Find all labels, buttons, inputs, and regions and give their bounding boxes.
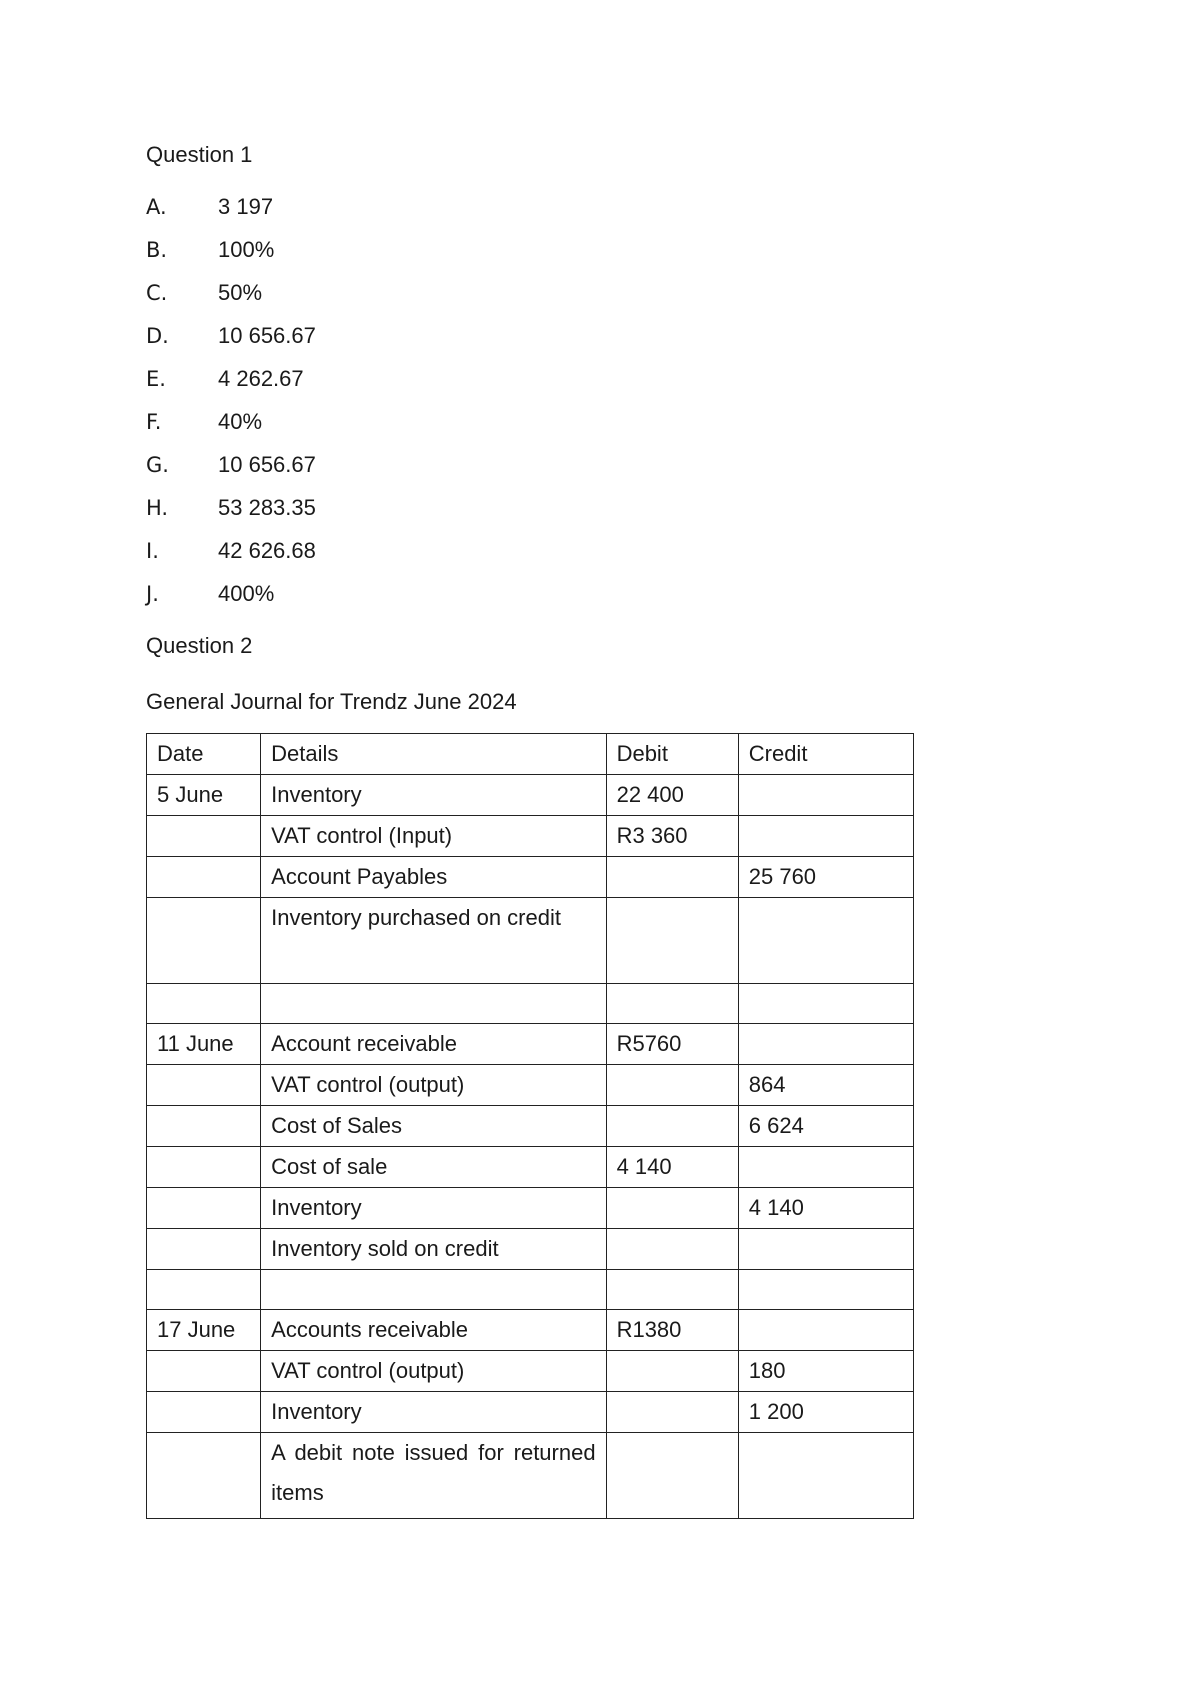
credit-cell: 1 200 — [738, 1392, 913, 1433]
table-row — [147, 984, 914, 1024]
answer-item — [146, 536, 1066, 579]
details-cell: Account Payables — [261, 857, 606, 898]
details-cell: VAT control (Input) — [261, 816, 606, 857]
credit-cell: 6 624 — [738, 1106, 913, 1147]
answer-item — [146, 493, 1066, 536]
details-cell: Cost of Sales — [261, 1106, 606, 1147]
answer-value: 53 283.35 — [218, 495, 316, 520]
credit-cell: 180 — [738, 1351, 913, 1392]
date-cell — [147, 1392, 261, 1433]
column-header-credit: Credit — [738, 734, 913, 775]
details-cell: VAT control (output) — [261, 1351, 606, 1392]
answer-item — [146, 450, 1066, 493]
answer-item — [146, 235, 1066, 278]
date-cell — [147, 898, 261, 984]
details-cell: Account receivable — [261, 1024, 606, 1065]
credit-cell: 4 140 — [738, 1188, 913, 1229]
answer-letter: H. — [146, 496, 169, 520]
debit-cell: 22 400 — [606, 775, 738, 816]
table-row — [147, 898, 914, 984]
narration-cell: A debit note issued for returned items — [261, 1433, 606, 1519]
credit-cell — [738, 1270, 913, 1310]
answer-letter: D. — [146, 324, 169, 348]
answer-value: 42 626.68 — [218, 538, 316, 563]
answer-value: 40% — [218, 409, 263, 434]
table-row — [147, 857, 914, 898]
date-cell — [147, 1433, 261, 1519]
table-row — [147, 1433, 914, 1519]
table-row — [147, 816, 914, 857]
credit-cell — [738, 816, 913, 857]
answer-value: 100% — [218, 237, 275, 262]
credit-cell: 25 760 — [738, 857, 913, 898]
debit-cell — [606, 1229, 738, 1270]
answer-letter: E. — [146, 367, 166, 391]
table-row — [147, 1310, 914, 1351]
answer-letter: A. — [146, 195, 167, 219]
debit-cell — [606, 1392, 738, 1433]
debit-cell — [606, 984, 738, 1024]
date-cell — [147, 857, 261, 898]
date-cell — [147, 1270, 261, 1310]
answer-value: 3 197 — [218, 194, 274, 219]
date-cell — [147, 816, 261, 857]
answer-letter: F. — [146, 410, 162, 434]
answer-letter: I. — [146, 539, 159, 563]
date-cell — [147, 1351, 261, 1392]
table-row — [147, 1147, 914, 1188]
question-2-heading: Question 2 — [146, 633, 253, 658]
answer-value: 10 656.67 — [218, 452, 316, 477]
date-cell: 17 June — [147, 1310, 261, 1351]
table-row — [147, 1065, 914, 1106]
date-cell — [147, 1229, 261, 1270]
table-row — [147, 1188, 914, 1229]
answer-value: 10 656.67 — [218, 323, 316, 348]
debit-cell — [606, 857, 738, 898]
column-header-date: Date — [147, 734, 261, 775]
date-cell: 11 June — [147, 1024, 261, 1065]
answer-letter: C. — [146, 281, 168, 305]
credit-cell — [738, 1229, 913, 1270]
table-row — [147, 1106, 914, 1147]
credit-cell — [738, 984, 913, 1024]
date-cell — [147, 1106, 261, 1147]
answer-letter: B. — [146, 238, 168, 262]
answer-item — [146, 579, 1066, 622]
column-header-details: Details — [261, 734, 606, 775]
table-header-row — [147, 734, 914, 775]
table-row — [147, 1270, 914, 1310]
general-journal-table — [146, 733, 914, 1519]
narration-cell: Inventory purchased on credit — [261, 898, 606, 984]
date-cell — [147, 984, 261, 1024]
credit-cell — [738, 1310, 913, 1351]
date-cell: 5 June — [147, 775, 261, 816]
answer-item — [146, 364, 1066, 407]
debit-cell: R5760 — [606, 1024, 738, 1065]
debit-cell — [606, 1065, 738, 1106]
details-cell — [261, 1270, 606, 1310]
details-cell: Cost of sale — [261, 1147, 606, 1188]
debit-cell — [606, 898, 738, 984]
debit-cell — [606, 1433, 738, 1519]
credit-cell: 864 — [738, 1065, 913, 1106]
column-header-debit: Debit — [606, 734, 738, 775]
document-page — [146, 140, 1066, 1519]
narration-cell: Inventory sold on credit — [261, 1229, 606, 1270]
table-row — [147, 1351, 914, 1392]
credit-cell — [738, 1433, 913, 1519]
answer-item — [146, 192, 1066, 235]
details-cell: Accounts receivable — [261, 1310, 606, 1351]
debit-cell: R1380 — [606, 1310, 738, 1351]
table-row — [147, 1392, 914, 1433]
table-row — [147, 1024, 914, 1065]
date-cell — [147, 1147, 261, 1188]
credit-cell — [738, 1147, 913, 1188]
answer-value: 50% — [218, 280, 263, 305]
credit-cell — [738, 898, 913, 984]
table-row — [147, 775, 914, 816]
date-cell — [147, 1188, 261, 1229]
answer-item — [146, 278, 1066, 321]
credit-cell — [738, 1024, 913, 1065]
question-1-heading: Question 1 — [146, 142, 253, 167]
date-cell — [147, 1065, 261, 1106]
details-cell: Inventory — [261, 1392, 606, 1433]
debit-cell — [606, 1188, 738, 1229]
answer-value: 4 262.67 — [218, 366, 304, 391]
details-cell: Inventory — [261, 1188, 606, 1229]
question-1-answers — [146, 192, 1066, 622]
details-cell — [261, 984, 606, 1024]
debit-cell — [606, 1270, 738, 1310]
answer-item — [146, 407, 1066, 450]
details-cell: Inventory — [261, 775, 606, 816]
table-row — [147, 1229, 914, 1270]
answer-value: 400% — [218, 581, 275, 606]
debit-cell — [606, 1351, 738, 1392]
journal-title: General Journal for Trendz June 2024 — [146, 689, 517, 714]
answer-item — [146, 321, 1066, 364]
credit-cell — [738, 775, 913, 816]
details-cell: VAT control (output) — [261, 1065, 606, 1106]
debit-cell: 4 140 — [606, 1147, 738, 1188]
answer-letter: G. — [146, 453, 169, 477]
answer-letter: J. — [146, 582, 159, 606]
debit-cell: R3 360 — [606, 816, 738, 857]
debit-cell — [606, 1106, 738, 1147]
